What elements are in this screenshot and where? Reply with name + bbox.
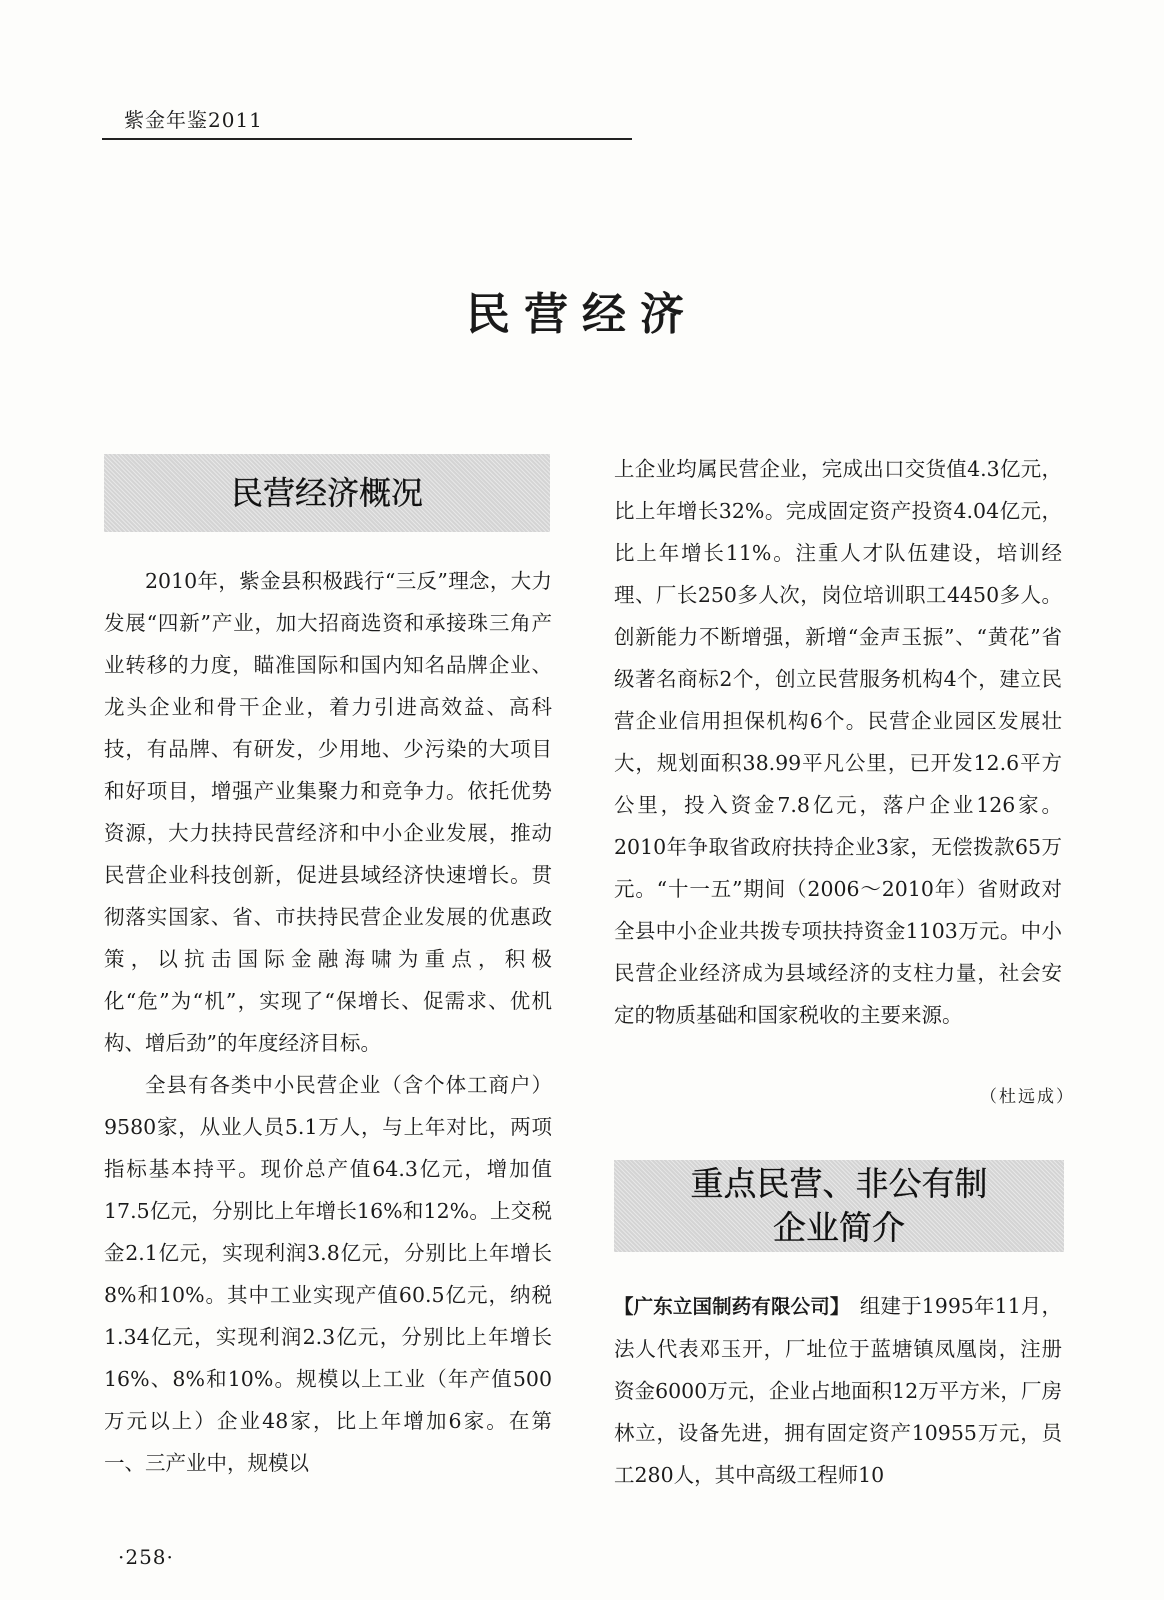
enterprise-entry-name: 【广东立国制药有限公司】 (614, 1295, 850, 1318)
section-heading-enterprises (614, 1160, 1064, 1252)
enterprise-entry-text: 组建于1995年11月，法人代表邓玉开，厂址位于蓝塘镇凤凰岗，注册资金6000万元，企业占地面积12万平方米，厂房林立，设备先进，拥有固定资产10955万元，员工280人，其中高级工程师10 (614, 1294, 1062, 1487)
author-credit: （杜远成） (980, 1087, 1075, 1107)
right-column-bottom (614, 1285, 1062, 1496)
paragraph-overview-continued: 上企业均属民营企业，完成出口交货值4.3亿元，比上年增长32%。完成固定资产投资4.04亿元，比上年增长11%。注重人才队伍建设，培训经理、厂长250多人次，岗位培训职工4450多人。创新能力不断增强，新增“金声玉振”、“黄花”省级著名商标2个，创立民营服务机构4个，建立民营企业信用担保机构6个。民营企业园区发展壮大，规划面积38.99平凡公里，已开发12.6平方公里，投入资金7.8亿元，落户企业126家。2010年争取省政府扶持企业3家，无偿拨款65万元。“十一五”期间（2006～2010年）省财政对全县中小企业共拨专项扶持资金1103万元。中小民营企业经济成为县域经济的支柱力量，社会安定的物质基础和国家税收的主要来源。 (614, 457, 1062, 1027)
enterprise-entry (614, 1285, 1062, 1496)
running-head: 紫金年鉴2011 (124, 108, 263, 132)
paragraph-overview-1: 2010年，紫金县积极践行“三反”理念，大力发展“四新”产业，加大招商选资和承接珠三角产业转移的力度，瞄准国际和国内知名品牌企业、龙头企业和骨干企业，着力引进高效益、高科技，有品牌、有研发，少用地、少污染的大项目和好项目，增强产业集聚力和竞争力。依托优势资源，大力扶持民营经济和中小企业发展，推动民营企业科技创新，促进县域经济快速增长。贯彻落实国家、省、市扶持民营企业发展的优惠政策，以抗击国际金融海啸为重点，积极化“危”为“机”，实现了“保增长、促需求、优机构、增后劲”的年度经济目标。 (104, 569, 552, 1055)
left-column (104, 560, 552, 1484)
right-column-top (614, 448, 1062, 1036)
section-heading-enterprises-line1: 重点民营、非公有制 (690, 1164, 988, 1203)
section-heading-overview-text: 民营经济概况 (230, 474, 423, 512)
section-heading-enterprises-line2: 企业简介 (773, 1208, 905, 1247)
page-number: ·258· (118, 1545, 174, 1569)
paragraph-overview-2: 全县有各类中小民营企业（含个体工商户）9580家，从业人员5.1万人，与上年对比，两项指标基本持平。现价总产值64.3亿元，增加值17.5亿元，分别比上年增长16%和12%。上交税金2.1亿元，实现利润3.8亿元，分别比上年增长8%和10%。其中工业实现产值60.5亿元，纳税1.34亿元，实现利润2.3亿元，分别比上年增长16%、8%和10%。规模以上工业（年产值500万元以上）企业48家，比上年增加6家。在第一、三产业中，规模以 (104, 1073, 552, 1475)
section-heading-overview (104, 454, 550, 532)
page-title: 民营经济 (466, 289, 698, 340)
header-rule (102, 138, 632, 140)
